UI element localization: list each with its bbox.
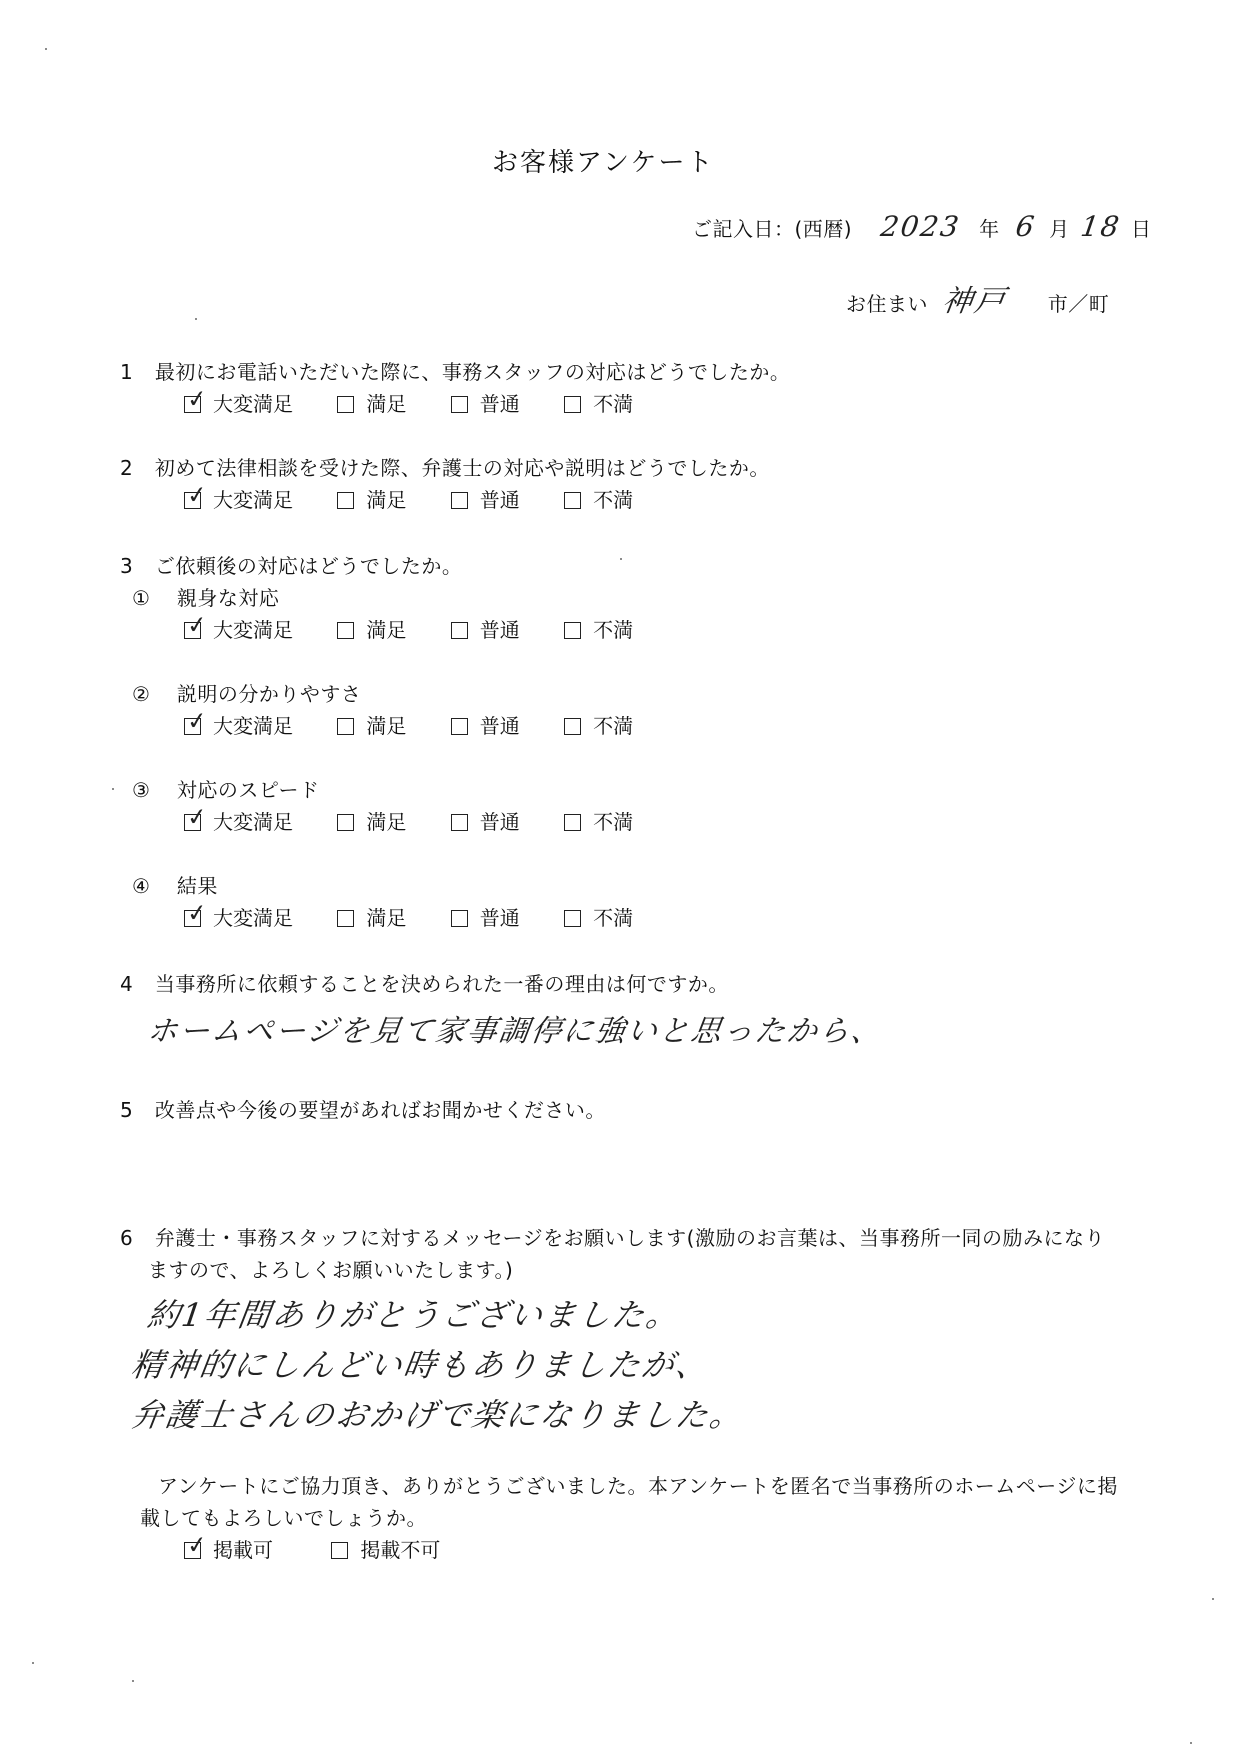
- option-very-satisfied[interactable]: ✓ 大変満足: [185, 706, 293, 738]
- checkbox[interactable]: [184, 384, 209, 414]
- date-day: 18: [1078, 210, 1123, 243]
- question-number: 1: [120, 360, 134, 384]
- question-3: [120, 550, 462, 579]
- sub-mark: ③: [132, 778, 151, 802]
- option-very-satisfied[interactable]: ✓ 大変満足: [185, 480, 293, 512]
- sub-text: 結果: [176, 874, 218, 898]
- scan-speck: [195, 318, 197, 320]
- check-icon: ✓: [185, 384, 209, 414]
- option-satisfied[interactable]: 満足: [337, 902, 406, 931]
- scan-speck: [112, 788, 114, 790]
- q3-1-options: [184, 610, 671, 643]
- scan-speck: [1190, 1742, 1192, 1744]
- option-publish-ok[interactable]: ✓ 掲載可: [185, 1530, 273, 1562]
- date-month-unit: 月: [1049, 217, 1070, 241]
- checkbox[interactable]: [184, 802, 209, 832]
- checkbox[interactable]: [337, 910, 354, 927]
- option-satisfied[interactable]: 満足: [337, 614, 406, 643]
- option-satisfied[interactable]: 満足: [337, 484, 406, 513]
- option-dissatisfied[interactable]: 不満: [564, 806, 633, 835]
- consent-text-line1: アンケートにご協力頂き、ありがとうございました。本アンケートを匿名で当事務所のホームページに掲: [158, 1474, 1118, 1498]
- checkbox[interactable]: [331, 1542, 348, 1559]
- checkbox[interactable]: [184, 480, 209, 510]
- sub-text: 親身な対応: [176, 586, 280, 610]
- sub-mark: ④: [132, 874, 151, 898]
- sub-question-2: [132, 678, 361, 707]
- check-icon: ✓: [185, 610, 209, 640]
- sub-mark: ②: [132, 682, 151, 706]
- q4-answer[interactable]: ホームページを見て家事調停に強いと思ったから、: [145, 1014, 886, 1049]
- option-satisfied[interactable]: 満足: [337, 388, 406, 417]
- date-year-unit: 年: [979, 217, 1000, 241]
- checkbox[interactable]: [564, 622, 581, 639]
- scan-speck: [1212, 1598, 1214, 1600]
- checkbox[interactable]: [184, 610, 209, 640]
- question-2: [120, 452, 770, 481]
- q6-answer-line2[interactable]: 精神的にしんどい時もありましたが、: [129, 1346, 713, 1384]
- scan-speck: [620, 558, 622, 560]
- option-dissatisfied[interactable]: 不満: [564, 902, 633, 931]
- option-publish-ng[interactable]: 掲載不可: [331, 1534, 440, 1563]
- checkbox[interactable]: [337, 718, 354, 735]
- question-text-line1: 弁護士・事務スタッフに対するメッセージをお願いします(激励のお言葉は、当事務所一同の励みになり: [154, 1226, 1105, 1250]
- q3-2-options: [184, 706, 671, 739]
- question-text: 改善点や今後の要望があればお聞かせください。: [154, 1098, 606, 1122]
- option-average[interactable]: 普通: [451, 484, 520, 513]
- sub-text: 説明の分かりやすさ: [176, 682, 362, 706]
- question-4: [120, 968, 729, 997]
- option-dissatisfied[interactable]: 不満: [564, 710, 633, 739]
- question-5: [120, 1094, 606, 1123]
- question-1: [120, 356, 790, 385]
- question-6: [120, 1222, 1105, 1251]
- checkbox[interactable]: [184, 898, 209, 928]
- option-average[interactable]: 普通: [451, 614, 520, 643]
- q6-answer-line3[interactable]: 弁護士さんのおかげで楽になりました。: [129, 1396, 747, 1434]
- date-month: 6: [1014, 210, 1039, 243]
- check-icon: ✓: [185, 1530, 209, 1560]
- option-average[interactable]: 普通: [451, 902, 520, 931]
- option-dissatisfied[interactable]: 不満: [564, 614, 633, 643]
- q1-options: [184, 384, 671, 417]
- checkbox[interactable]: [564, 814, 581, 831]
- q6-answer-line1[interactable]: 約1年間ありがとうございました。: [145, 1296, 683, 1334]
- q3-3-options: [184, 802, 671, 835]
- checkbox[interactable]: [451, 396, 468, 413]
- checkbox[interactable]: [451, 622, 468, 639]
- question-number: 3: [120, 554, 134, 578]
- question-6-line2: ますので、よろしくお願いいたします。): [148, 1258, 514, 1282]
- date-row: [692, 210, 1152, 243]
- scan-speck: [132, 1680, 134, 1682]
- sub-question-4: [132, 870, 218, 899]
- question-text: 最初にお電話いただいた際に、事務スタッフの対応はどうでしたか。: [154, 360, 791, 384]
- checkbox[interactable]: [564, 492, 581, 509]
- checkbox[interactable]: [184, 706, 209, 736]
- option-satisfied[interactable]: 満足: [337, 710, 406, 739]
- check-icon: ✓: [185, 802, 209, 832]
- consent-options: [184, 1530, 478, 1563]
- option-dissatisfied[interactable]: 不満: [564, 388, 633, 417]
- checkbox[interactable]: [451, 814, 468, 831]
- checkbox[interactable]: [337, 492, 354, 509]
- option-dissatisfied[interactable]: 不満: [564, 484, 633, 513]
- date-year: 2023: [878, 210, 963, 243]
- address-label: お住まい: [846, 292, 928, 316]
- sub-question-1: [132, 582, 279, 611]
- address-suffix: 市／町: [1047, 292, 1110, 316]
- checkbox[interactable]: [564, 718, 581, 735]
- check-icon: ✓: [185, 706, 209, 736]
- q3-4-options: [184, 898, 671, 931]
- date-label: ご記入日：(西暦): [692, 217, 853, 241]
- question-number: 5: [120, 1098, 134, 1122]
- checkbox[interactable]: [564, 910, 581, 927]
- sub-text: 対応のスピード: [176, 778, 320, 802]
- checkbox[interactable]: [564, 396, 581, 413]
- option-average[interactable]: 普通: [451, 388, 520, 417]
- question-text: 初めて法律相談を受けた際、弁護士の対応や説明はどうでしたか。: [154, 456, 770, 480]
- scan-speck: [45, 48, 47, 50]
- option-very-satisfied[interactable]: ✓ 大変満足: [185, 898, 293, 930]
- question-number: 6: [120, 1226, 134, 1250]
- option-very-satisfied[interactable]: ✓ 大変満足: [185, 610, 293, 642]
- question-text: 当事務所に依頼することを決められた一番の理由は何ですか。: [154, 972, 729, 996]
- checkbox[interactable]: [451, 718, 468, 735]
- address-row: [846, 276, 1109, 320]
- checkbox[interactable]: [337, 622, 354, 639]
- checkbox[interactable]: [337, 814, 354, 831]
- option-very-satisfied[interactable]: ✓ 大変満足: [185, 384, 293, 416]
- option-satisfied[interactable]: 満足: [337, 806, 406, 835]
- checkbox[interactable]: [451, 492, 468, 509]
- checkbox[interactable]: [337, 396, 354, 413]
- option-average[interactable]: 普通: [451, 710, 520, 739]
- check-icon: ✓: [185, 480, 209, 510]
- page-title: お客様アンケート: [492, 148, 715, 178]
- scan-speck: [32, 1662, 34, 1664]
- checkbox[interactable]: [184, 1530, 209, 1560]
- option-average[interactable]: 普通: [451, 806, 520, 835]
- question-text: ご依頼後の対応はどうでしたか。: [154, 554, 463, 578]
- check-icon: ✓: [185, 898, 209, 928]
- consent-text-line2: 載してもよろしいでしょうか。: [140, 1506, 427, 1530]
- date-day-unit: 日: [1131, 217, 1152, 241]
- option-very-satisfied[interactable]: ✓ 大変満足: [185, 802, 293, 834]
- sub-mark: ①: [132, 586, 151, 610]
- question-number: 2: [120, 456, 134, 480]
- question-number: 4: [120, 972, 134, 996]
- address-city: 神戸: [939, 284, 1009, 319]
- sub-question-3: [132, 774, 320, 803]
- checkbox[interactable]: [451, 910, 468, 927]
- q2-options: [184, 480, 671, 513]
- q5-answer[interactable]: [144, 1130, 1052, 1190]
